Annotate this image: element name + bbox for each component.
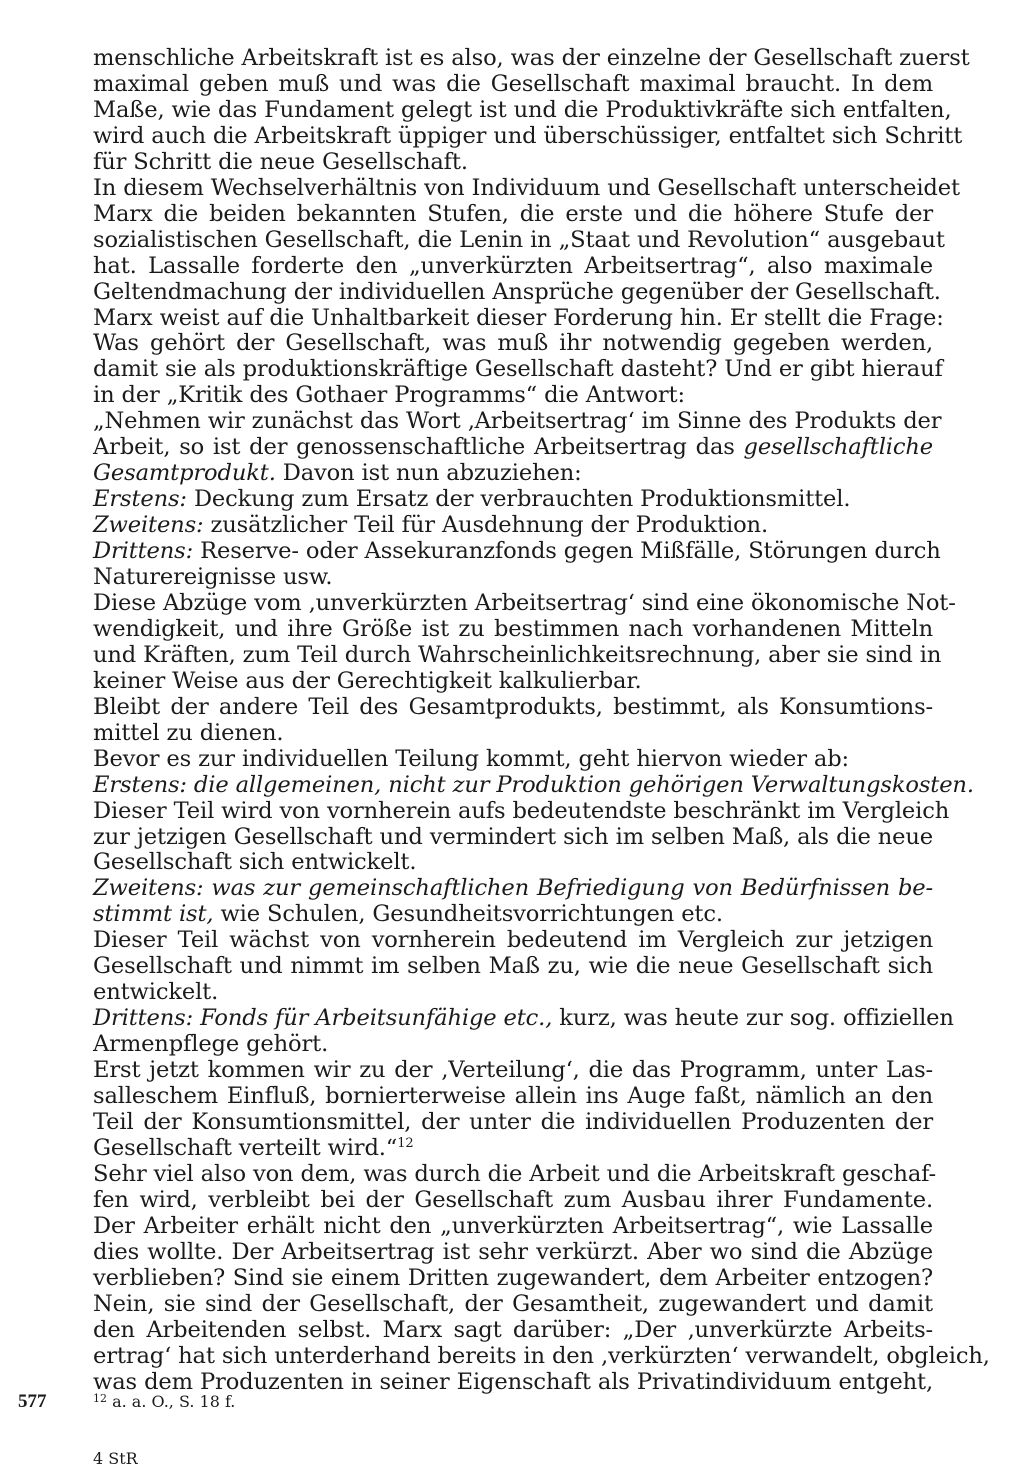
line-text: Geltendmachung der individuellen Ansprüche gegenüber der Gesellschaft. bbox=[93, 278, 941, 305]
line-text: Der Arbeiter erhält nicht den „unverkürzten Arbeitsertrag“, wie Lassalle bbox=[93, 1212, 933, 1239]
line-text: zusätzlicher Teil für Ausdehnung der Produktion. bbox=[203, 512, 768, 539]
line-text: damit sie als produktionskräftige Gesellschaft dasteht? Und er gibt hierauf bbox=[93, 356, 943, 383]
line-text: menschliche Arbeitskraft ist es also, was der einzelne der Gesellschaft zuerst bbox=[93, 45, 970, 71]
line-text: Reserve- oder Assekuranzfonds gegen Mißfälle, Störungen durch bbox=[193, 538, 941, 564]
line-text: in der „Kritik des Gothaer Programms“ die Antwort: bbox=[93, 382, 685, 409]
footnote bbox=[93, 1390, 235, 1414]
line-text: Gesellschaft verteilt wird.“ bbox=[93, 1134, 398, 1161]
italic-text: Drittens: Fonds für Arbeitsunfähige etc., bbox=[93, 1005, 553, 1032]
italic-text: Drittens: bbox=[93, 538, 194, 564]
line-text: Armenpflege gehört. bbox=[93, 1031, 329, 1058]
line-text: den Arbeitenden selbst. Marx sagt darüber: „Der ‚unverkürzte Arbeits- bbox=[93, 1316, 933, 1343]
line-text: sozialistischen Gesellschaft, die Lenin in „Staat und Revolution“ ausgebaut bbox=[93, 226, 945, 253]
line-text: Marx die beiden bekannten Stufen, die erste und die höhere Stufe der bbox=[93, 200, 933, 227]
signature-mark: 4 StR bbox=[93, 1449, 138, 1468]
line-text: verblieben? Sind sie einem Dritten zugewandert, dem Arbeiter entzogen? bbox=[93, 1264, 933, 1291]
line-text: Marx weist auf die Unhaltbarkeit dieser Forderung hin. Er stellt die Frage: bbox=[93, 304, 944, 331]
page-number: 577 bbox=[18, 1391, 47, 1412]
footnote-mark: 12 bbox=[93, 1392, 107, 1405]
italic-text: Erstens: die allgemeinen, nicht zur Produktion gehörigen Verwaltungskosten. bbox=[93, 771, 974, 798]
line-text: Arbeit, so ist der genossenschaftliche Arbeitsertrag das bbox=[93, 434, 744, 461]
line-text: Erst jetzt kommen wir zu der ‚Verteilung‘, die das Programm, unter Las- bbox=[93, 1057, 933, 1083]
italic-text: gesellschaftliche bbox=[743, 434, 933, 461]
line-text: Gesellschaft sich entwickelt. bbox=[93, 849, 417, 876]
line-text: wendigkeit, und ihre Größe ist zu bestimmen nach vorhandenen Mitteln bbox=[93, 615, 933, 642]
line-text: kurz, was heute zur sog. offiziellen bbox=[552, 1005, 954, 1032]
italic-text: Zweitens: bbox=[93, 512, 204, 539]
line-text: wie Schulen, Gesundheitsvorrichtungen etc. bbox=[213, 901, 723, 928]
line-text: Bevor es zur individuellen Teilung kommt, geht hiervon wieder ab: bbox=[93, 745, 850, 772]
line-text: Naturereignisse usw. bbox=[93, 564, 333, 590]
line-text: und Kräften, zum Teil durch Wahrscheinlichkeitsrechnung, aber sie sind in bbox=[93, 641, 942, 668]
line-text: was dem Produzenten in seiner Eigenschaft als Privatindividuum entgeht, bbox=[93, 1368, 933, 1395]
line-text: maximal geben muß und was die Gesellschaft maximal braucht. In dem bbox=[93, 71, 933, 97]
line-text: Davon ist nun abzuziehen: bbox=[275, 460, 582, 487]
line-text: In diesem Wechselverhältnis von Individuum und Gesellschaft unterscheidet bbox=[93, 174, 960, 201]
line-text: Bleibt der andere Teil des Gesamtprodukts, bestimmt, als Konsumtions- bbox=[93, 693, 933, 720]
line-text: hat. Lassalle forderte den „unverkürzten Arbeitsertrag“, also maximale bbox=[93, 252, 933, 279]
line-text: Sehr viel also von dem, was durch die Arbeit und die Arbeitskraft geschaf- bbox=[93, 1160, 937, 1187]
line-text: Diese Abzüge vom ‚unverkürzten Arbeitsertrag‘ sind eine ökonomische Not- bbox=[93, 589, 956, 616]
line-text: Gesellschaft und nimmt im selben Maß zu, wie die neue Gesellschaft sich bbox=[93, 953, 933, 980]
line-text: Dieser Teil wird von vornherein aufs bedeutendste beschränkt im Vergleich bbox=[93, 797, 950, 824]
line-text: dies wollte. Der Arbeitsertrag ist sehr verkürzt. Aber wo sind die Abzüge bbox=[93, 1238, 933, 1265]
line-text: ertrag‘ hat sich unterderhand bereits in den ‚verkürzten‘ verwandelt, obgleich, bbox=[93, 1342, 990, 1369]
line-text: wird auch die Arbeitskraft üppiger und überschüssiger, entfaltet sich Schritt bbox=[93, 122, 963, 149]
italic-text: Gesamtprodukt. bbox=[93, 460, 276, 487]
line-text: Maße, wie das Fundament gelegt ist und die Produktivkräfte sich entfalten, bbox=[93, 96, 952, 123]
italic-text: Zweitens: was zur gemeinschaftlichen Befriedigung von Bedürfnissen be- bbox=[93, 875, 933, 902]
italic-text: stimmt ist, bbox=[93, 901, 214, 928]
line-text: Teil der Konsumtionsmittel, der unter die individuellen Produzenten der bbox=[93, 1109, 933, 1135]
line-text: Nein, sie sind der Gesellschaft, der Gesamtheit, zugewandert und damit bbox=[93, 1290, 933, 1317]
line-text: für Schritt die neue Gesellschaft. bbox=[93, 148, 468, 175]
line-text: salleschem Einfluß, bornierterweise allein ins Auge faßt, nämlich an den bbox=[93, 1083, 933, 1109]
line-text: Was gehört der Gesellschaft, was muß ihr notwendig gegeben werden, bbox=[93, 330, 933, 357]
italic-text: Erstens: bbox=[93, 486, 187, 513]
line-text: mittel zu dienen. bbox=[93, 719, 284, 746]
line-text: „Nehmen wir zunächst das Wort ‚Arbeitsertrag‘ im Sinne des Produkts der bbox=[93, 408, 942, 435]
footnote-text: a. a. O., S. 18 f. bbox=[107, 1392, 236, 1411]
line-text: zur jetzigen Gesellschaft und vermindert sich im selben Maß, als die neue bbox=[93, 823, 933, 850]
line-text: Dieser Teil wächst von vornherein bedeutend im Vergleich zur jetzigen bbox=[93, 927, 933, 954]
line-text: Deckung zum Ersatz der verbrauchten Produktionsmittel. bbox=[186, 486, 851, 513]
line-text: entwickelt. bbox=[93, 979, 219, 1006]
footnote-ref: 12 bbox=[397, 1135, 414, 1151]
line-text: keiner Weise aus der Gerechtigkeit kalkulierbar. bbox=[93, 667, 642, 694]
line-text: fen wird, verbleibt bei der Gesellschaft zum Ausbau ihrer Fundamente. bbox=[93, 1186, 933, 1213]
